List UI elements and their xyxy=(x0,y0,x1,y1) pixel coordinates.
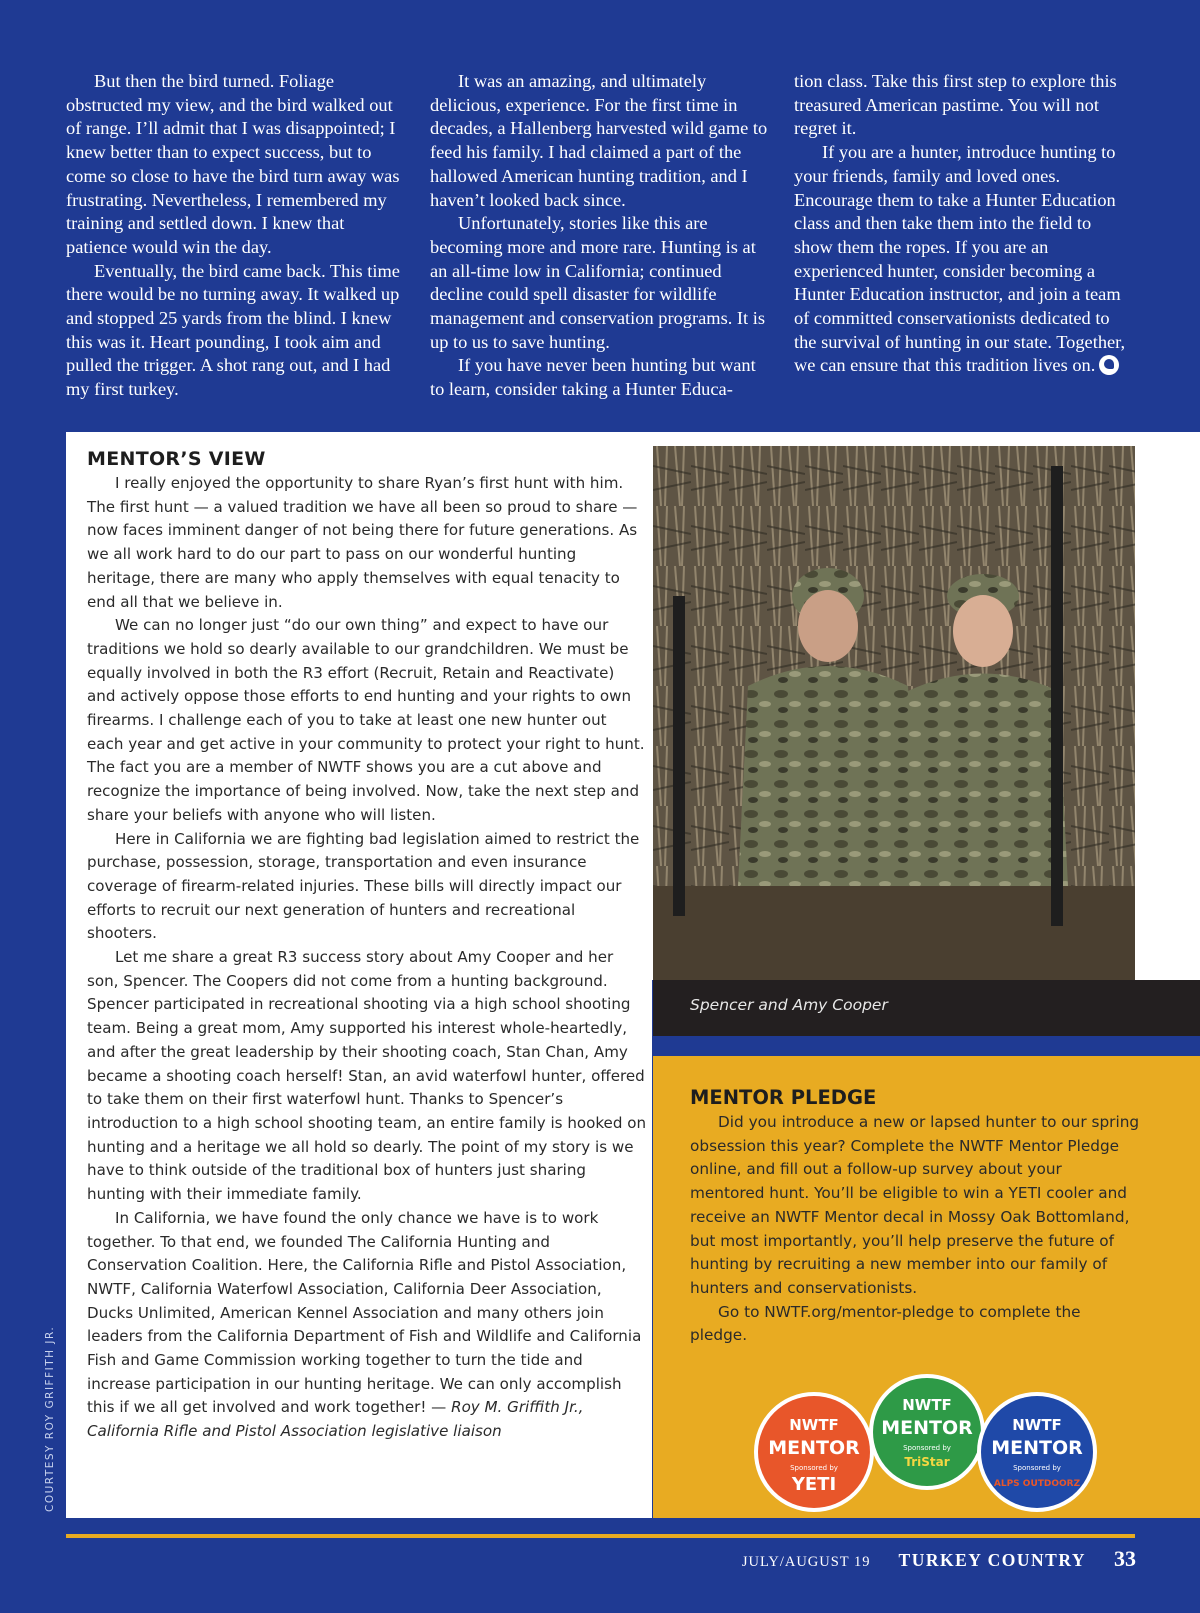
story-paragraph xyxy=(794,141,1132,378)
mentor-decal-badges xyxy=(752,1370,1102,1515)
mentor-pledge-heading: MENTOR PLEDGE xyxy=(690,1086,877,1109)
mentor-view-section xyxy=(87,447,647,1444)
badge-sponsor-text: TriStar xyxy=(904,1455,950,1469)
page-number: 33 xyxy=(1114,1546,1136,1571)
badge-sponsor-text: ALPS OUTDOORZ xyxy=(993,1479,1081,1489)
spencer-rifle xyxy=(673,596,685,916)
badge-yeti xyxy=(754,1392,874,1512)
badge-top-text: NWTF xyxy=(902,1396,952,1414)
badges-graphic xyxy=(752,1370,1102,1515)
story-columns xyxy=(66,70,1132,402)
story-paragraph-text: If you are a hunter, introduce hunting to your friends, family and loved ones. Encourage them to take a Hunter Education class and then take them into the field to show them the ropes. If you are an experienced hunter, consider becoming a Hunter Education instructor, and join a team of committed conservationists dedicated to the survival of hunting in our state. Together, we can ensure that this tradition lives on. xyxy=(794,142,1126,376)
photo-caption: Spencer and Amy Cooper xyxy=(690,996,888,1014)
badge-main-text: MENTOR xyxy=(881,1417,973,1439)
story-paragraph: tion class. Take this first step to explore this treasured American pastime. You will not regret it. xyxy=(794,71,1117,139)
magazine-title: TURKEY COUNTRY xyxy=(898,1550,1086,1570)
mentor-pledge-link-text: Go to NWTF.org/mentor-pledge to complete the pledge. xyxy=(690,1302,1081,1345)
mentor-view-paragraph: Let me share a great R3 success story about Amy Cooper and her son, Spencer. The Coopers did not come from a hunting background. Spencer participated in recreational shooting via a high school shooting team. Being a great mom, Amy supported his interest whole-heartedly, and after the great leadership by their shooting coach, Stan Chan, Amy became a shooting coach herself! Stan, an avid waterfowl hunter, offered to take them on their first waterfowl hunt. Thanks to Spencer’s introduction to a high school shooting team, an entire family is hooked on hunting and a heritage we all hold so dearly. The point of my story is we have to think outside of the traditional box of hunters just sharing hunting with their immediate family. xyxy=(87,948,647,1204)
mentor-view-byline: Roy M. Griffith Jr., California Rifle and Pistol Association legislative liaison xyxy=(87,1398,584,1441)
badge-sponsor-text: YETI xyxy=(791,1474,837,1495)
mentor-view-paragraph: Here in California we are fighting bad legislation aimed to restrict the purchase, possession, storage, transportation and even insurance coverage of firearm-related injuries. These bills will directly impact our efforts to recruit our next generation of hunters and recreational shooters. xyxy=(87,829,640,943)
mentor-view-paragraph-text: In California, we have found the only chance we have is to work together. To that end, we founded The California Hunting and Conservation Coalition. Here, the California Rifle and Pistol Association, NWTF, California Waterfowl Association, California Deer Association, Ducks Unlimited, American Kennel Association and many others join leaders from the California Department of Fish and Wildlife and California Fish and Game Commission working together to turn the tide and increase participation in our hunting heritage. We can only accomplish this if we all get involved and work together! — xyxy=(87,1208,642,1417)
mentor-view-heading: MENTOR’S VIEW xyxy=(87,448,266,470)
story-paragraph: Unfortunately, stories like this are becoming more and more rare. Hunting is at an all-time low in California; continued decline could spell disaster for wildlife management and conservation programs. It is up to us to save hunting. xyxy=(430,213,766,352)
turkey-end-mark-icon xyxy=(1099,355,1119,375)
mentor-pledge-section xyxy=(690,1085,1140,1348)
hunters-photo xyxy=(653,446,1135,980)
story-paragraph: It was an amazing, and ultimately delicious, experience. For the first time in decades, a Hallenberg harvested wild game to feed his family. I had claimed a part of the hallowed American hunting tradition, and I haven’t looked back since. xyxy=(430,71,768,210)
badge-sponsor-line: Sponsored by xyxy=(790,1464,838,1472)
badge-sponsor-line: Sponsored by xyxy=(1013,1464,1061,1472)
badge-sponsor-line: Sponsored by xyxy=(903,1444,951,1452)
mentor-view-paragraph: I really enjoyed the opportunity to share Ryan’s first hunt with him. The first hunt — a valued tradition we have all been so proud to share — now faces imminent danger of not being there for future generations. As we all work hard to do our part to pass on our wonderful hunting heritage, there are many who apply themselves with equal tenacity to end all that we believe in. xyxy=(87,474,638,611)
badge-top-text: NWTF xyxy=(1012,1416,1062,1434)
badge-tristar xyxy=(869,1374,985,1490)
issue-date: JULY/AUGUST 19 xyxy=(741,1554,871,1570)
badge-main-text: MENTOR xyxy=(768,1437,860,1459)
footer-rule xyxy=(66,1534,1135,1538)
badge-alps xyxy=(977,1392,1097,1512)
amy-face xyxy=(953,595,1013,667)
story-paragraph: If you have never been hunting but want to learn, consider taking a Hunter Educa- xyxy=(430,355,756,400)
spencer-body xyxy=(738,666,918,886)
spencer-face xyxy=(798,590,858,662)
badge-top-text: NWTF xyxy=(789,1416,839,1434)
badge-main-text: MENTOR xyxy=(991,1437,1083,1459)
amy-shotgun xyxy=(1051,466,1063,926)
mentor-view-paragraph: We can no longer just “do our own thing” and expect to have our traditions we hold so dearly available to our grandchildren. We must be equally involved in both the R3 effort (Recruit, Retain and Reactivate) and actively oppose those efforts to end hunting and your rights to own firearms. I challenge each of you to take at least one new hunter out each year and get active in your community to protect your right to hunt. The fact you are a member of NWTF shows you are a cut above and recognize the importance of being involved. Now, take the next step and share your beliefs with anyone who will listen. xyxy=(87,616,645,824)
story-column-2 xyxy=(430,70,768,402)
hunters-photo-illustration xyxy=(653,446,1135,980)
story-column-1 xyxy=(66,70,404,402)
mentor-view-paragraph xyxy=(87,1207,647,1444)
photo-credit: COURTESY ROY GRIFFITH JR. xyxy=(44,1325,56,1512)
story-column-3 xyxy=(794,70,1132,402)
mentor-pledge-paragraph: Did you introduce a new or lapsed hunter to our spring obsession this year? Complete the NWTF Mentor Pledge online, and fill out a follow-up survey about your mentored hunt. You’ll be eligible to win a YETI cooler and receive an NWTF Mentor decal in Mossy Oak Bottomland, but most importantly, you’ll help preserve the future of hunting by recruiting a new member into our family of hunters and conservationists. xyxy=(690,1113,1140,1297)
page-footer xyxy=(742,1546,1136,1572)
amy-body xyxy=(898,674,1068,887)
story-paragraph: Eventually, the bird came back. This time there would be no turning away. It walked up and stopped 25 yards from the blind. I knew this was it. Heart pounding, I took aim and pulled the trigger. A shot rang out, and I had my first turkey. xyxy=(66,260,400,400)
story-paragraph: But then the bird turned. Foliage obstructed my view, and the bird walked out of range. I’ll admit that I was disappointed; I knew better than to expect success, but to come so close to have the bird turn away was frustrating. Nevertheless, I remembered my training and settled down. I knew that patience would win the day. xyxy=(66,71,400,257)
